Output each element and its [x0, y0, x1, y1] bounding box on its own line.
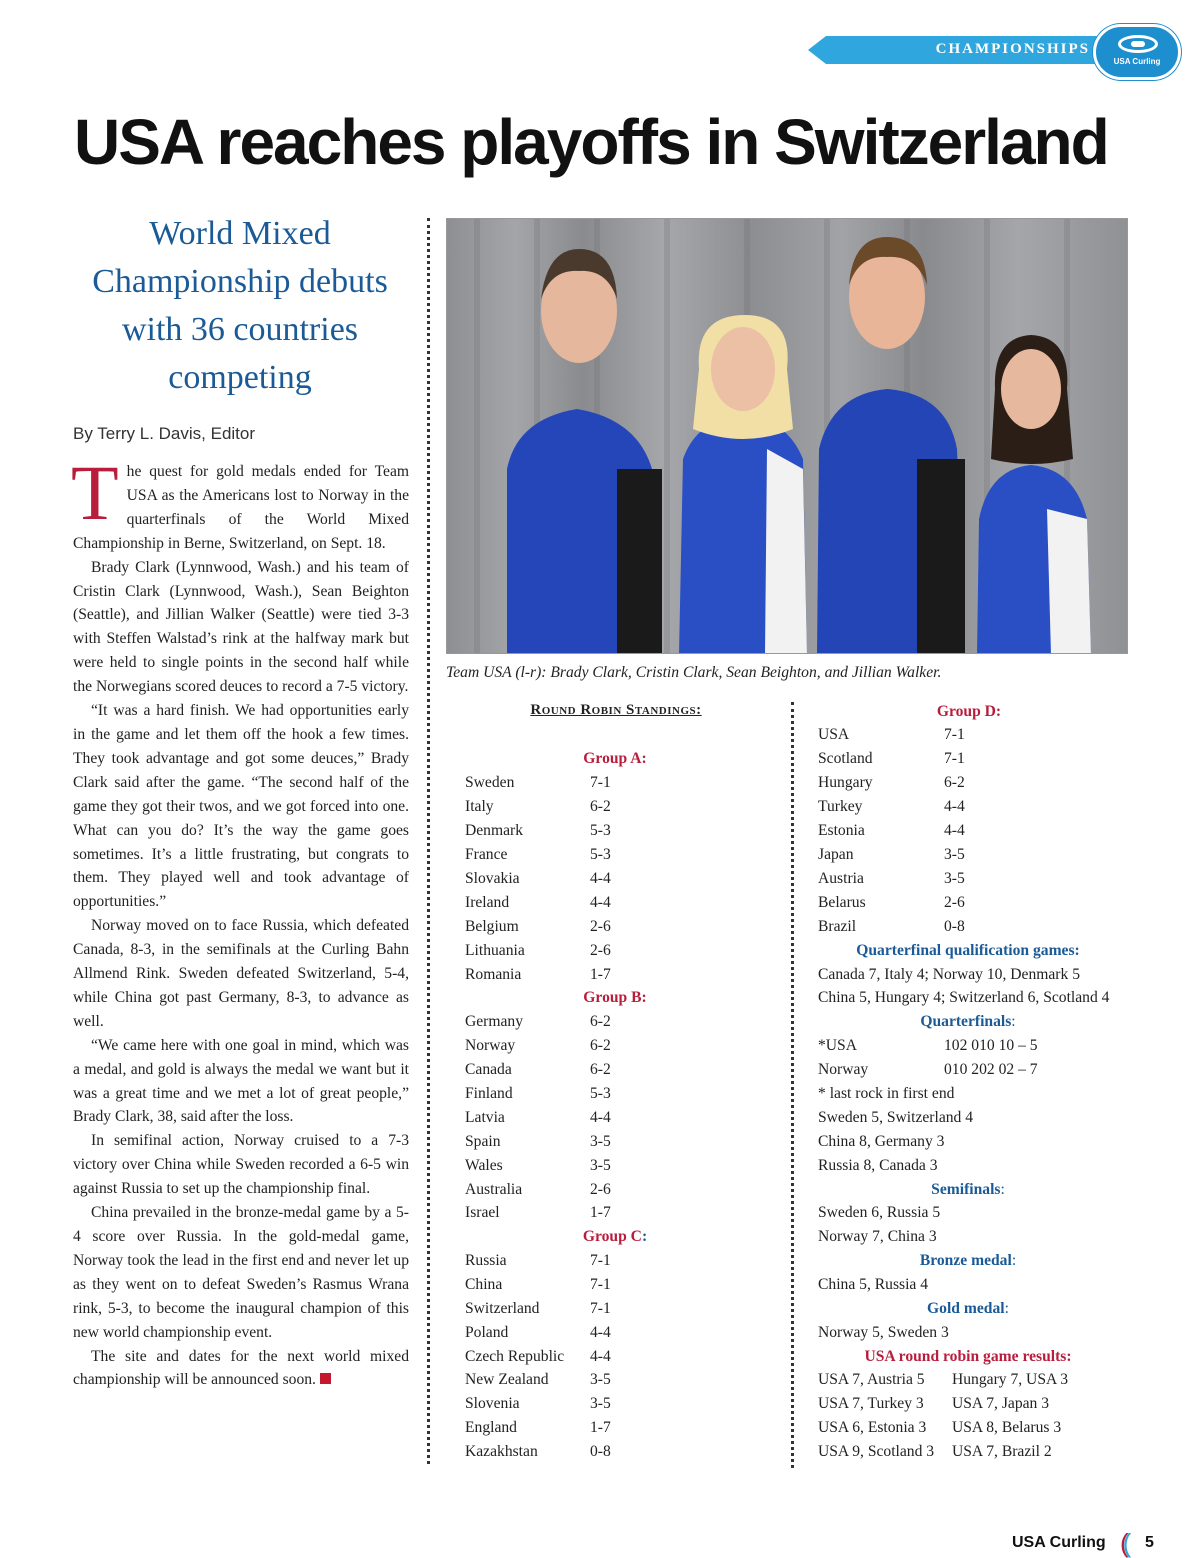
bronze-label: Bronze medal:	[919, 1252, 1017, 1269]
standing-team: Russia	[465, 1252, 507, 1269]
paragraph: The quest for gold medals ended for Team USA as the Americans lost to Norway in the quarterfinals of the World Mixed Championship in Berne, Switzerland, on Sept. 18.	[71, 449, 409, 552]
standing-team: Kazakhstan	[465, 1443, 538, 1460]
standing-record: 7-1	[590, 1276, 611, 1293]
paragraph: China prevailed in the bronze-medal game by a 5-4 score over Russia. In the gold-medal game, Norway took the lead in the first end and never let up as they went on to defeat Sweden’s Rasmus Wrana rink, 5-3, to become the inaugural champion of this new world championship event.	[73, 1204, 409, 1341]
standing-record: 2-6	[590, 918, 611, 935]
standing-team: Spain	[465, 1133, 501, 1150]
usa-results-label: USA round robin game results:	[864, 1348, 1072, 1365]
standing-team: Belgium	[465, 918, 519, 935]
standing-record: 1-7	[590, 1204, 611, 1221]
standing-team: Lithuania	[465, 942, 525, 959]
standing-team: Turkey	[818, 798, 863, 815]
photo-caption: Team USA (l-r): Brady Clark, Cristin Clark, Sean Beighton, and Jillian Walker.	[446, 664, 942, 681]
paragraph: Brady Clark (Lynnwood, Wash.) and his team of Cristin Clark (Lynnwood, Wash.), Sean Beighton (Seattle), and Jillian Walker (Seattle) were tied 3-3 with Steffen Walstad’s rink at the halfway mark but were held to single points in the second half while the Norwegians scored deuces to record a 7-5 victory.	[73, 558, 409, 696]
standing-record: 0-8	[944, 918, 965, 935]
standing-record: 1-7	[590, 1419, 611, 1436]
standing-team: Czech Republic	[465, 1348, 565, 1365]
standing-team: Canada	[465, 1061, 512, 1078]
paragraph: “It was a hard finish. We had opportunities early in the game and let them off the hook a few times. They took advantage and got some deuces,” Brady Clark said after the game. “The second half of the game they got their twos, and we got forced into one. What can you do? It’s the way the game goes sometimes. It’s a little frustrating, but congrats to them. They played well and took advantage of opportunities.”	[73, 702, 409, 911]
standing-record: 3-5	[944, 870, 965, 887]
standing-team: New Zealand	[465, 1371, 549, 1388]
result-line: Sweden 5, Switzerland 4	[818, 1109, 974, 1126]
standing-record: 3-5	[590, 1395, 611, 1412]
standing-record: 6-2	[590, 1037, 611, 1054]
standing-record: 7-1	[590, 774, 611, 791]
result-line: Russia 8, Canada 3	[818, 1157, 938, 1174]
standing-team: Wales	[465, 1157, 503, 1174]
standing-record: 6-2	[590, 1013, 611, 1030]
column-divider	[427, 218, 430, 1464]
section-label: CHAMPIONSHIPS	[935, 41, 1090, 57]
standing-team: Italy	[465, 798, 494, 815]
group-c-label: Group C:	[582, 1228, 648, 1245]
column-divider	[791, 702, 794, 1468]
end-mark-icon	[320, 1373, 331, 1384]
semifinals-label: Semifinals:	[931, 1181, 1005, 1198]
paragraph: The site and dates for the next world mixed championship will be announced soon.	[73, 1347, 409, 1389]
result-line: China 5, Russia 4	[818, 1276, 929, 1293]
result-line: Canada 7, Italy 4; Norway 10, Denmark 5	[818, 966, 1080, 983]
paragraph: Norway moved on to face Russia, which defeated Canada, 8-3, in the semifinals at the Curling Bahn Allmend Rink. Sweden defeated Switzerland, 5-4, while China got past Germany, 8-3, to advance as well.	[73, 917, 409, 1030]
standing-record: 5-3	[590, 846, 611, 863]
usa-result: USA 6, Estonia 3	[818, 1419, 927, 1436]
standing-team: Denmark	[465, 822, 524, 839]
standing-record: 4-4	[944, 798, 965, 815]
standing-team: England	[465, 1419, 517, 1436]
standing-team: Romania	[465, 966, 522, 983]
standing-record: 7-1	[944, 750, 965, 767]
standing-team: Australia	[465, 1181, 523, 1198]
usa-result: USA 7, Brazil 2	[952, 1443, 1052, 1460]
standing-team: Finland	[465, 1085, 513, 1102]
standing-record: 3-5	[590, 1371, 611, 1388]
standing-record: 0-8	[590, 1443, 611, 1460]
linescore-team: *USA	[818, 1037, 857, 1054]
standing-record: 7-1	[590, 1300, 611, 1317]
usa-result: Hungary 7, USA 3	[952, 1371, 1069, 1388]
standing-team: China	[465, 1276, 503, 1293]
standing-team: Israel	[465, 1204, 500, 1221]
paragraph: “We came here with one goal in mind, which was a medal, and gold is always the medal we want but it was a great time and we met a lot of great people,” Brady Clark, 38, said after the loss.	[73, 1036, 409, 1126]
quarterfinals-label: Quarterfinals:	[920, 1013, 1016, 1030]
standing-record: 7-1	[590, 1252, 611, 1269]
standing-record: 5-3	[590, 1085, 611, 1102]
standing-record: 3-5	[944, 846, 965, 863]
byline: By Terry L. Davis, Editor	[73, 424, 256, 443]
standing-team: Slovenia	[465, 1395, 520, 1412]
page-number: 5	[1145, 1534, 1154, 1551]
result-line: Sweden 6, Russia 5	[818, 1204, 941, 1221]
standing-record: 4-4	[590, 894, 611, 911]
standing-team: Germany	[465, 1013, 524, 1030]
standing-record: 4-4	[590, 1324, 611, 1341]
article-body	[71, 449, 409, 1392]
standing-record: 7-1	[944, 726, 965, 743]
standing-record: 2-6	[590, 1181, 611, 1198]
linescore-score: 102 010 10 – 5	[944, 1037, 1038, 1054]
standing-team: Brazil	[818, 918, 857, 935]
gold-label: Gold medal:	[927, 1300, 1009, 1317]
standing-record: 4-4	[590, 870, 611, 887]
usa-result: USA 7, Austria 5	[818, 1371, 925, 1388]
standing-team: Ireland	[465, 894, 510, 911]
result-line: Norway 7, China 3	[818, 1228, 937, 1245]
standing-record: 6-2	[590, 798, 611, 815]
standing-record: 4-4	[590, 1348, 611, 1365]
linescore-team: Norway	[818, 1061, 869, 1078]
standing-record: 2-6	[944, 894, 965, 911]
standing-team: Switzerland	[465, 1300, 540, 1317]
usa-result: USA 9, Scotland 3	[818, 1443, 935, 1460]
standing-team: Poland	[465, 1324, 509, 1341]
standing-team: Norway	[465, 1037, 516, 1054]
usa-result: USA 7, Japan 3	[952, 1395, 1050, 1412]
standing-record: 1-7	[590, 966, 611, 983]
standing-record: 6-2	[944, 774, 965, 791]
group-a-label: Group A:	[583, 750, 647, 767]
standing-record: 5-3	[590, 822, 611, 839]
usa-result: USA 8, Belarus 3	[952, 1419, 1062, 1436]
qualification-label: Quarterfinal qualification games:	[856, 942, 1080, 959]
standing-team: France	[465, 846, 508, 863]
team-photo-illustration	[447, 219, 1128, 654]
standing-record: 6-2	[590, 1061, 611, 1078]
standing-record: 3-5	[590, 1157, 611, 1174]
standing-team: Estonia	[818, 822, 865, 839]
standing-record: 4-4	[944, 822, 965, 839]
standing-team: Sweden	[465, 774, 515, 791]
standing-team: Belarus	[818, 894, 866, 911]
team-photo	[446, 218, 1128, 654]
standing-team: Latvia	[465, 1109, 505, 1126]
result-line: Norway 5, Sweden 3	[818, 1324, 949, 1341]
standing-team: Austria	[818, 870, 864, 887]
standing-record: 4-4	[590, 1109, 611, 1126]
article-subtitle: World Mixed Championship debuts with 36 countries competing	[92, 215, 388, 396]
standing-team: Scotland	[818, 750, 873, 767]
standings-heading: Round Robin Standings:	[530, 702, 702, 718]
linescore-note: * last rock in first end	[818, 1085, 955, 1102]
standing-team: Japan	[818, 846, 854, 863]
footer-publication: USA Curling	[1012, 1534, 1106, 1551]
paragraph: In semifinal action, Norway cruised to a 7-3 victory over China while Sweden recorded a 6-5 win against Russia to set up the championship final.	[73, 1132, 409, 1198]
result-line: China 8, Germany 3	[818, 1133, 945, 1150]
footer-separator-icon: ((	[1120, 1528, 1126, 1558]
group-b-label: Group B:	[583, 989, 647, 1006]
standing-team: Hungary	[818, 774, 873, 791]
standing-record: 3-5	[590, 1133, 611, 1150]
group-d-label: Group D:	[936, 703, 1002, 720]
result-line: China 5, Hungary 4; Switzerland 6, Scotland 4	[818, 989, 1110, 1006]
usa-result: USA 7, Turkey 3	[818, 1395, 924, 1412]
article-title: USA reaches playoffs in Switzerland	[74, 106, 1108, 178]
standing-team: USA	[818, 726, 850, 743]
standing-record: 2-6	[590, 942, 611, 959]
standing-team: Slovakia	[465, 870, 520, 887]
usa-curling-logo	[1093, 24, 1181, 80]
curling-stone-icon	[1118, 35, 1158, 53]
logo-text: USA Curling	[1113, 57, 1161, 66]
drop-cap: T	[71, 449, 119, 536]
linescore-score: 010 202 02 – 7	[944, 1061, 1038, 1078]
